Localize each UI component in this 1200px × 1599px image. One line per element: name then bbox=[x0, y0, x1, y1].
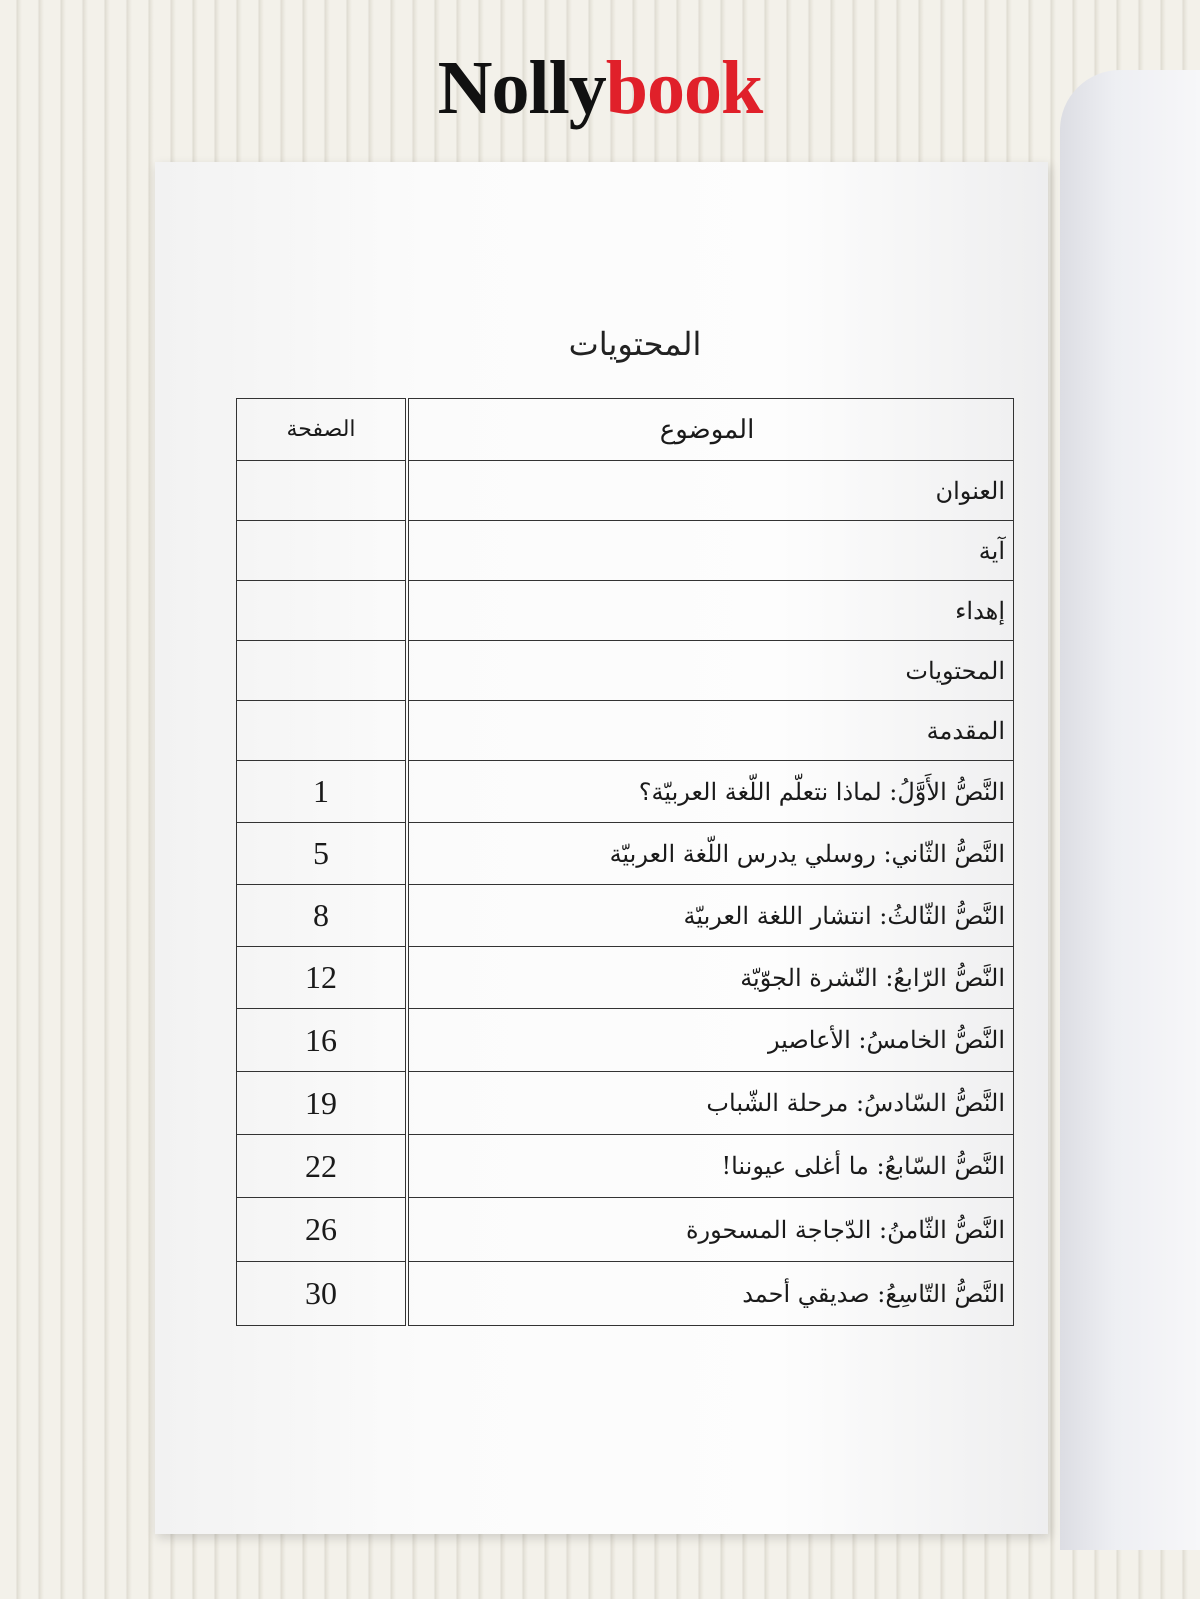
logo-part-book: book bbox=[605, 46, 763, 130]
toc-row-topic: النَّصُّ الثّاني: روسلي يدرس اللّغة العربيّة bbox=[409, 823, 1013, 885]
toc-row-topic: النَّصُّ التّاسِعُ: صديقي أحمد bbox=[742, 1279, 1005, 1308]
toc-row-topic: النَّصُّ الأَوَّلُ: لماذا نتعلّم اللّغة العربيّة؟ bbox=[409, 761, 1013, 823]
toc-row-page: 1 bbox=[237, 761, 405, 823]
toc-row-topic: النَّصُّ الثّالثُ: انتشار اللغة العربيّة bbox=[409, 885, 1013, 947]
toc-row-page: 19 bbox=[237, 1072, 405, 1135]
next-page-edge bbox=[1060, 70, 1200, 1550]
toc-row-topic: آية bbox=[409, 521, 1013, 581]
toc-row-topic: النَّصُّ الثّامنُ: الدّجاجة المسحورة bbox=[409, 1198, 1013, 1262]
toc-row-page: 30 bbox=[305, 1275, 337, 1311]
toc-page-column bbox=[236, 398, 406, 1326]
toc-topic-column bbox=[408, 398, 1014, 1326]
toc-row-topic: النَّصُّ الخامسُ: الأعاصير bbox=[409, 1009, 1013, 1072]
toc-row-page bbox=[237, 461, 405, 521]
toc-row-page: 26 bbox=[237, 1198, 405, 1262]
page-title: المحتويات bbox=[568, 325, 702, 363]
toc-row-topic: المقدمة bbox=[409, 701, 1013, 761]
toc-row-topic: النَّصُّ السّابعُ: ما أغلى عيوننا! bbox=[409, 1135, 1013, 1198]
toc-row-topic: المحتويات bbox=[409, 641, 1013, 701]
toc-row-page bbox=[237, 521, 405, 581]
toc-row-topic: النَّصُّ الرّابعُ: النّشرة الجوّيّة bbox=[409, 947, 1013, 1009]
toc-row-page bbox=[237, 641, 405, 701]
toc-header-page: الصفحة bbox=[237, 399, 405, 461]
toc-row-page: 8 bbox=[237, 885, 405, 947]
toc-row-page: 22 bbox=[237, 1135, 405, 1198]
toc-row-page: 5 bbox=[237, 823, 405, 885]
toc-row-page bbox=[237, 581, 405, 641]
logo-part-nolly: Nolly bbox=[437, 46, 606, 130]
toc-row-topic: العنوان bbox=[409, 461, 1013, 521]
toc-row-topic: إهداء bbox=[409, 581, 1013, 641]
toc-row-page: 12 bbox=[237, 947, 405, 1009]
toc-row-topic: النَّصُّ السّادسُ: مرحلة الشّباب bbox=[409, 1072, 1013, 1135]
nollybook-logo bbox=[0, 46, 1200, 130]
toc-row-page bbox=[237, 701, 405, 761]
toc-row-page: 16 bbox=[237, 1009, 405, 1072]
toc-header-topic: الموضوع bbox=[409, 399, 1013, 461]
